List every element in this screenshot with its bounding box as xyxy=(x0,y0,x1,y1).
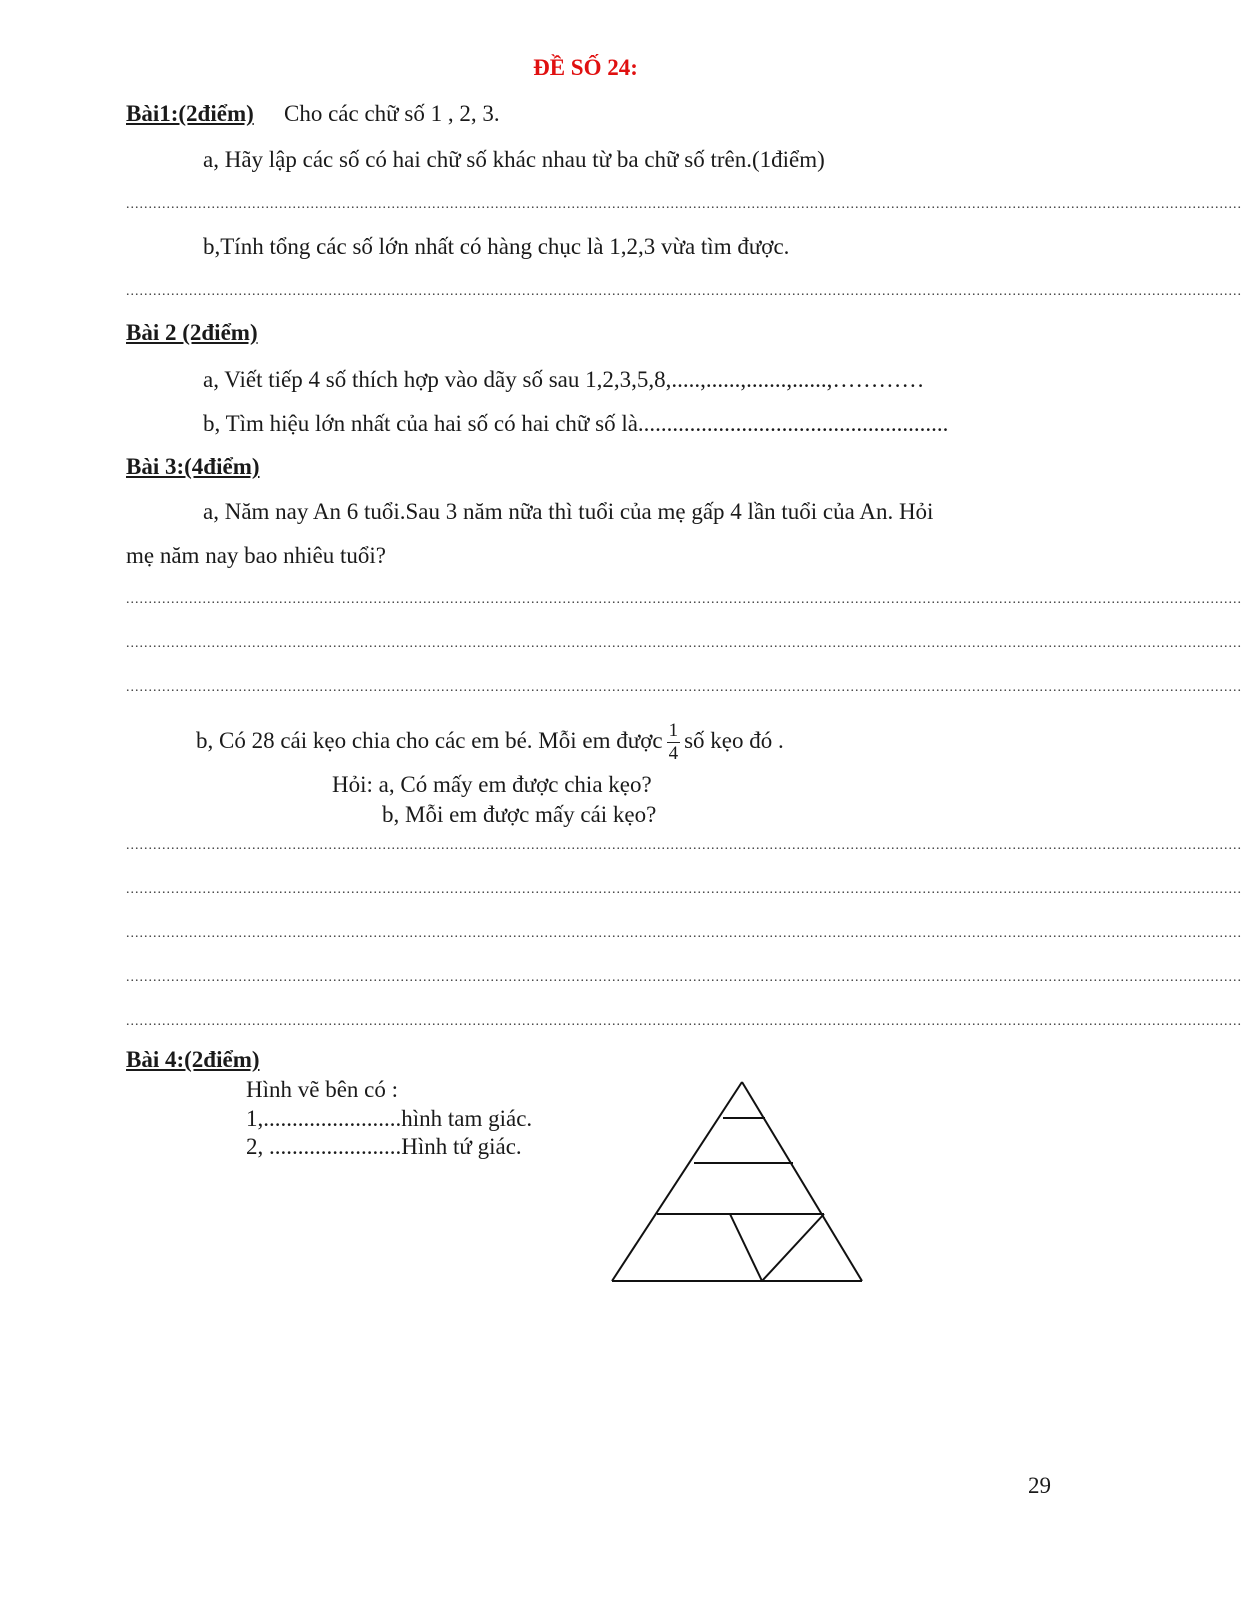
bai1-heading: Bài1:(2điểm) xyxy=(126,101,254,126)
bai3-question-a: Hỏi: a, Có mấy em được chia kẹo? xyxy=(332,772,652,797)
inner-segment xyxy=(730,1214,762,1281)
bai3-part-b-text-end: số kẹo đó . xyxy=(684,728,784,753)
bai1-part-a: a, Hãy lập các số có hai chữ số khác nhau từ ba chữ số trên.(1điểm) xyxy=(203,147,825,172)
answer-line: ........................................................................................................................................................................................................................................................ xyxy=(126,970,1242,985)
answer-line: ........................................................................................................................................................................................................................................................ xyxy=(126,680,1242,695)
bai2-part-b: b, Tìm hiệu lớn nhất của hai số có hai chữ số là...................................................... xyxy=(203,411,949,436)
bai2-heading: Bài 2 (2điểm) xyxy=(126,320,258,345)
answer-line: ........................................................................................................................................................................................................................................................ xyxy=(126,838,1242,853)
bai4-item-2: 2, .......................Hình tứ giác. xyxy=(246,1134,522,1159)
bai3-heading: Bài 3:(4điểm) xyxy=(126,454,260,479)
bai4-intro: Hình vẽ bên có : xyxy=(246,1077,399,1102)
fraction-numerator: 1 xyxy=(668,720,679,742)
bai3-part-a-line2: mẹ năm nay bao nhiêu tuổi? xyxy=(126,543,386,568)
page-number: 29 xyxy=(1028,1473,1051,1498)
inner-segment xyxy=(762,1214,824,1281)
answer-line: ........................................................................................................................................................................................................................................................ xyxy=(126,1014,1242,1029)
triangle-right-side xyxy=(742,1082,862,1281)
bai4-heading: Bài 4:(2điểm) xyxy=(126,1047,260,1072)
answer-line: ........................................................................................................................................................................................................................................................ xyxy=(126,197,1242,212)
answer-line: ........................................................................................................................................................................................................................................................ xyxy=(126,592,1242,607)
answer-line: ........................................................................................................................................................................................................................................................ xyxy=(126,284,1242,299)
exam-title: ĐỀ SỐ 24: xyxy=(533,55,638,80)
bai4-item-1: 1,........................hình tam giác. xyxy=(246,1106,533,1131)
bai3-part-a-line1: a, Năm nay An 6 tuổi.Sau 3 năm nữa thì tuổi của mẹ gấp 4 lần tuổi của An. Hỏi xyxy=(203,499,934,524)
bai1-part-b: b,Tính tổng các số lớn nhất có hàng chục là 1,2,3 vừa tìm được. xyxy=(203,234,790,259)
answer-line: ........................................................................................................................................................................................................................................................ xyxy=(126,636,1242,651)
triangle-left-side xyxy=(612,1082,742,1281)
answer-line: ........................................................................................................................................................................................................................................................ xyxy=(126,882,1242,897)
bai2-part-a: a, Viết tiếp 4 số thích hợp vào dãy số sau 1,2,3,5,8,.....,......,.......,......,………… xyxy=(203,367,925,392)
bai1-intro: Cho các chữ số 1 , 2, 3. xyxy=(284,101,500,126)
bai3-question-b: b, Mỗi em được mấy cái kẹo? xyxy=(382,802,657,827)
bai3-part-b-text: b, Có 28 cái kẹo chia cho các em bé. Mỗi em được xyxy=(196,728,663,753)
answer-line: ........................................................................................................................................................................................................................................................ xyxy=(126,926,1242,941)
fraction-denominator: 4 xyxy=(668,743,679,765)
